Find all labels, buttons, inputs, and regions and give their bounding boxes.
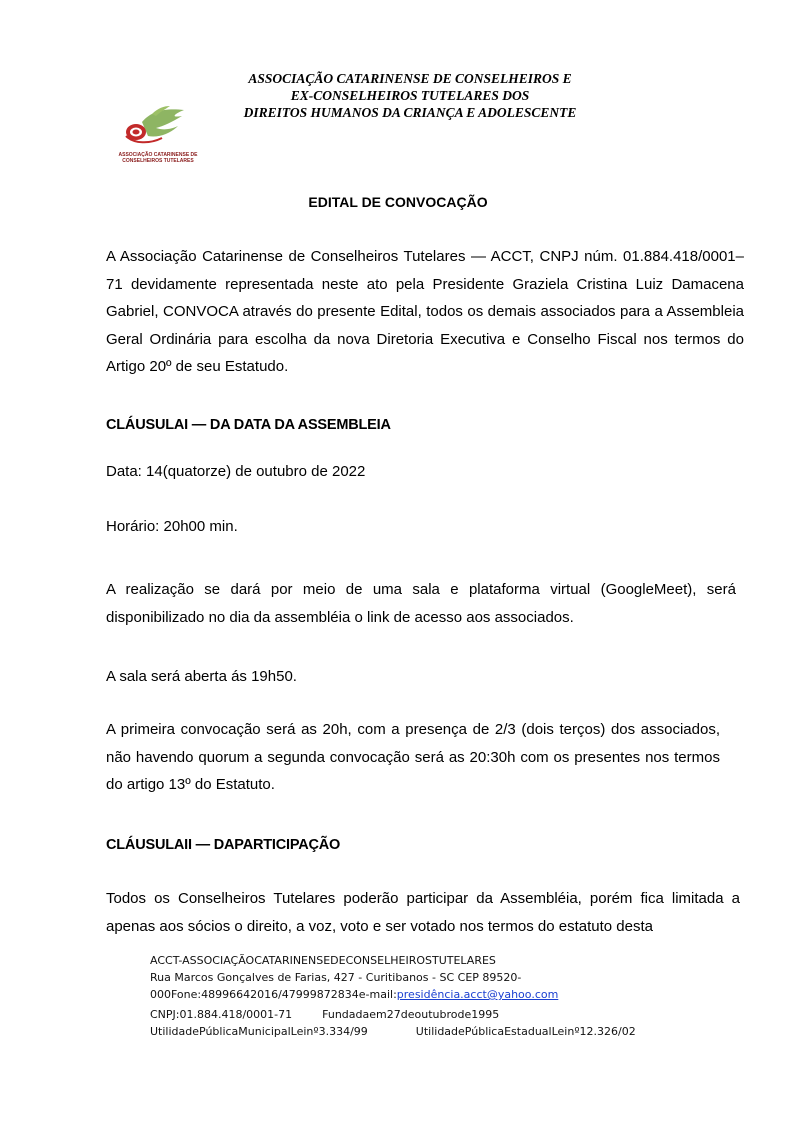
footer-email-link[interactable]: presidência.acct@yahoo.com — [396, 988, 559, 1001]
footer-phone: 000Fone:48996642016/47999872834e-mail: — [150, 988, 397, 1001]
footer-contact — [150, 986, 710, 1003]
document-title: EDITAL DE CONVOCAÇÃO — [308, 194, 488, 210]
assembly-date: Data: 14(quatorze) de outubro de 2022 — [106, 463, 366, 480]
footer-state: UtilidadePúblicaEstadualLeinº12.326/02 — [415, 1025, 636, 1038]
clause-1-heading: CLÁUSULAI — DA DATA DA ASSEMBLEIA — [106, 417, 391, 433]
header-line-3: DIREITOS HUMANOS DA CRIANÇA E ADOLESCENTE — [243, 105, 577, 120]
document-footer — [150, 952, 710, 1040]
assembly-time: Horário: 20h00 min. — [106, 518, 238, 535]
logo-caption: ASSOCIAÇÃO CATARINENSE DE CONSELHEIROS TUTELARES — [118, 152, 198, 164]
intro-paragraph: A Associação Catarinense de Conselheiros Tutelares — ACCT, CNPJ núm. 01.884.418/0001– 71 devidamente representada neste ato pela Presidente Graziela Cristina Luiz Damacena Gabriel, CONVOCA através do presente Edital, todos os demais associados para a Assembleia Geral Ordinária para escolha da nova Diretoria Executiva e Conselho Fiscal nos termos do Artigo 20º de seu Estatudo. — [106, 248, 744, 375]
header-line-1: ASSOCIAÇÃO CATARINENSE DE CONSELHEIROS E — [248, 71, 572, 86]
document-header — [190, 70, 630, 121]
footer-founded: Fundadaem27deoutubrode1995 — [322, 1008, 500, 1021]
clause-2-heading: CLÁUSULAII — DAPARTICIPAÇÃO — [106, 837, 341, 853]
calls-paragraph: A primeira convocação será as 20h, com a presença de 2/3 (dois terços) dos associados, não havendo quorum a segunda convocação será as 20:30h com os presentes nos termos do artigo 13º do Estatuto. — [106, 721, 720, 793]
header-line-2: EX-CONSELHEIROS TUTELARES DOS — [290, 88, 530, 103]
footer-address: Rua Marcos Gonçalves de Farias, 427 - Curitibanos - SC CEP 89520- — [150, 971, 522, 984]
platform-paragraph: A realização se dará por meio de uma sala e plataforma virtual (GoogleMeet), será disponibilizado no dia da assembléia o link de acesso aos associados. — [106, 581, 736, 626]
footer-cnpj: CNPJ:01.884.418/0001-71 — [150, 1008, 293, 1021]
footer-utility-row — [150, 1023, 710, 1040]
participation-paragraph: Todos os Conselheiros Tutelares poderão participar da Assembléia, porém fica limitada a apenas aos sócios o direito, a voz, voto e ser votado nos termos do estatuto desta — [106, 890, 740, 935]
footer-municipal: UtilidadePúblicaMunicipalLeinº3.334/99 — [150, 1025, 368, 1038]
room-opening: A sala será aberta ás 19h50. — [106, 668, 297, 685]
footer-org: ACCT-ASSOCIAÇÃOCATARINENSEDECONSELHEIROSTUTELARES — [150, 954, 496, 967]
footer-cnpj-row — [150, 1006, 710, 1023]
